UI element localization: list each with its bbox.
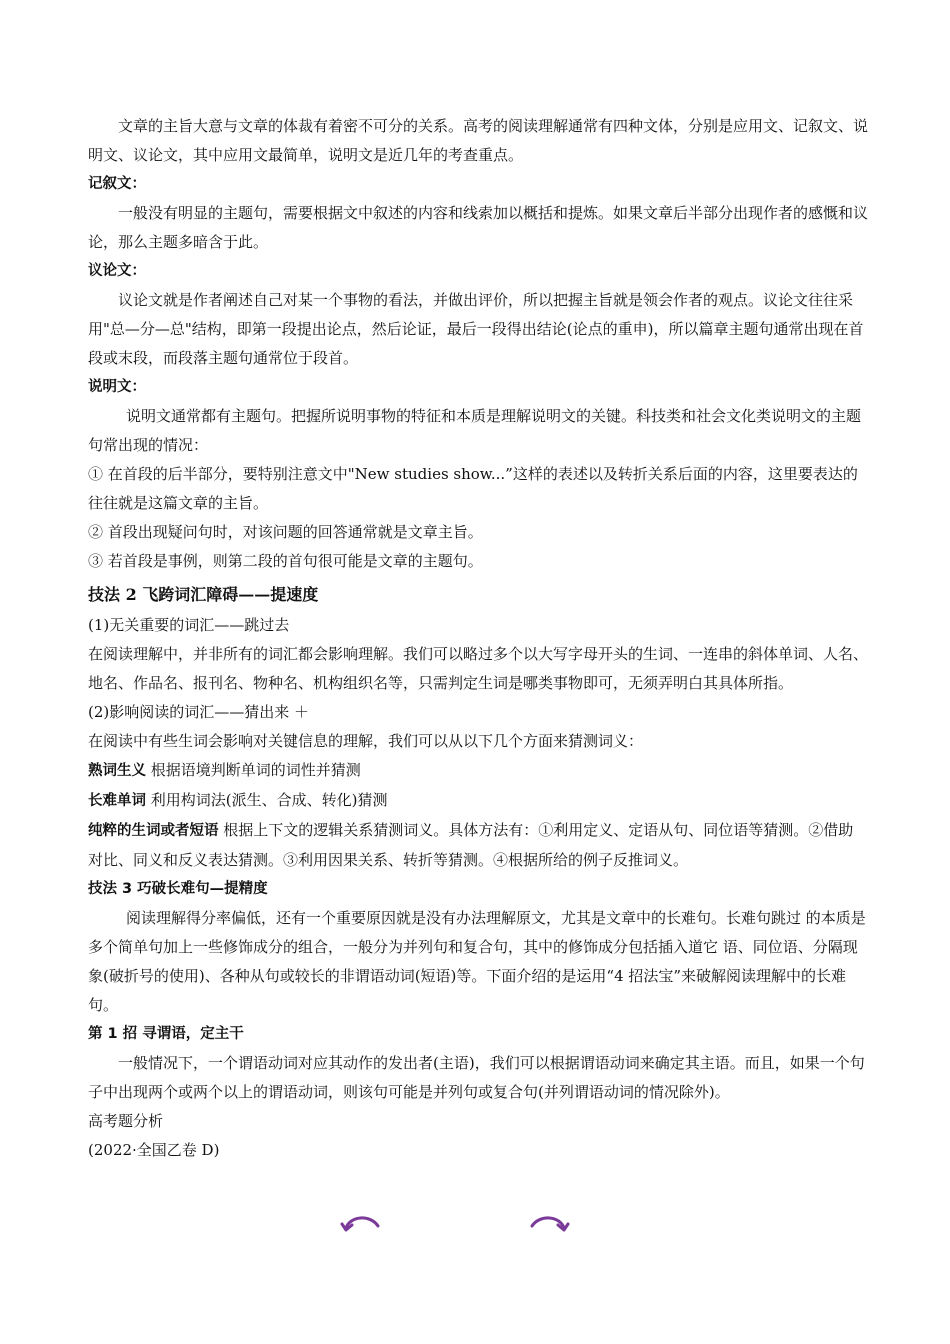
guess-point-text: 根据语境判断单词的词性并猜测 <box>146 761 361 779</box>
technique2-sub2-body: 在阅读中有些生词会影响对关键信息的理解，我们可以从以下几个方面来猜测词义： <box>88 732 644 750</box>
guess-point <box>88 816 868 875</box>
guess-point-label: 熟词生义 <box>88 763 146 779</box>
source-label: (2022·全国乙卷 D) <box>88 1141 220 1159</box>
guess-point-text: 利用构词法(派生、合成、转化)猜测 <box>146 791 388 809</box>
technique2-heading: 技法 2 飞跨词汇障碍——提速度 <box>88 585 319 604</box>
move1-heading: 第 1 招 寻谓语，定主干 <box>88 1026 244 1042</box>
exposition-item: ① 在首段的后半部分，要特别注意文中"New studies show...”这样的表述以及转折关系后面的内容，这里要表达的往往就是这篇文章的主旨。 <box>88 465 858 512</box>
document-body <box>88 112 868 1165</box>
argument-paragraph: 议论文就是作者阐述自己对某一个事物的看法，并做出评价，所以把握主旨就是领会作者的观点。议论文往往采用"总—分—总"结构，即第一段提出论点，然后论证，最后一段得出结论(论点的重申)，所以篇章主题句通常出现在首段或末段，而段落主题句通常位于段首。 <box>88 291 864 367</box>
exposition-item: ② 首段出现疑问句时，对该问题的回答通常就是文章主旨。 <box>88 523 483 541</box>
guess-point <box>88 756 868 786</box>
guess-point-label: 纯粹的生词或者短语 <box>88 823 219 839</box>
technique2-sub1-body: 在阅读理解中，并非所有的词汇都会影响理解。我们可以略过多个以大写字母开头的生词、一连串的斜体单词、人名、地名、作品名、报刊名、物种名、机构组织名等，只需判定生词是哪类事物即可，无须弄明白其具体所指。 <box>88 645 869 692</box>
exposition-paragraph: 说明文通常都有主题句。把握所说明事物的特征和本质是理解说明文的关键。科技类和社会文化类说明文的主题句常出现的情况： <box>88 407 862 454</box>
undo-arrow-icon[interactable] <box>340 1212 382 1234</box>
technique3-heading: 技法 3 巧破长难句—提精度 <box>88 881 268 897</box>
guess-point-text: 根据上下文的逻辑关系猜测词义。具体方法有：①利用定义、定语从句、同位语等猜测。②借助对比、同义和反义表达猜测。③利用因果关系、转折等猜测。④根据所给的例子反推词义。 <box>88 821 854 869</box>
narrative-paragraph: 一般没有明显的主题句，需要根据文中叙述的内容和线索加以概括和提炼。如果文章后半部分出现作者的感慨和议论，那么主题多暗含于此。 <box>88 204 869 251</box>
move1-paragraph: 一般情况下，一个谓语动词对应其动作的发出者(主语)，我们可以根据谓语动词来确定其主语。而且，如果一个句子中出现两个或两个以上的谓语动词，则该句可能是并列句或复合句(并列谓语动词的情况除外)。 <box>88 1054 865 1101</box>
redo-arrow-icon[interactable] <box>528 1212 570 1234</box>
analysis-label: 高考题分析 <box>88 1112 164 1130</box>
page-turn-arrows <box>0 1212 950 1242</box>
guess-point <box>88 786 868 816</box>
argument-heading: 议论文： <box>88 263 146 279</box>
intro-paragraph: 文章的主旨大意与文章的体裁有着密不可分的关系。高考的阅读理解通常有四种文体，分别是应用文、记叙文、说明文、议论文，其中应用文最简单，说明文是近几年的考查重点。 <box>88 117 869 164</box>
technique3-paragraph: 阅读理解得分率偏低，还有一个重要原因就是没有办法理解原文，尤其是文章中的长难句。长难句跳过 的本质是多个简单句加上一些修饰成分的组合，一般分为并列句和复合句，其中的修饰成分包括插入道它 语、同位语、分隔现象(破折号的使用)、各种从句或较长的非谓语动词(短语)等。下面介绍的是运用“4 招法宝”来破解阅读理解中的长难句。 <box>88 909 866 1014</box>
exposition-heading: 说明文： <box>88 379 146 395</box>
guess-point-label: 长难单词 <box>88 793 146 809</box>
exposition-item: ③ 若首段是事例，则第二段的首句很可能是文章的主题句。 <box>88 552 483 570</box>
technique2-sub2: (2)影响阅读的词汇——猜出来 ＋ <box>88 703 310 721</box>
narrative-heading: 记叙文： <box>88 176 146 192</box>
technique2-sub1: (1)无关重要的词汇——跳过去 <box>88 616 290 634</box>
